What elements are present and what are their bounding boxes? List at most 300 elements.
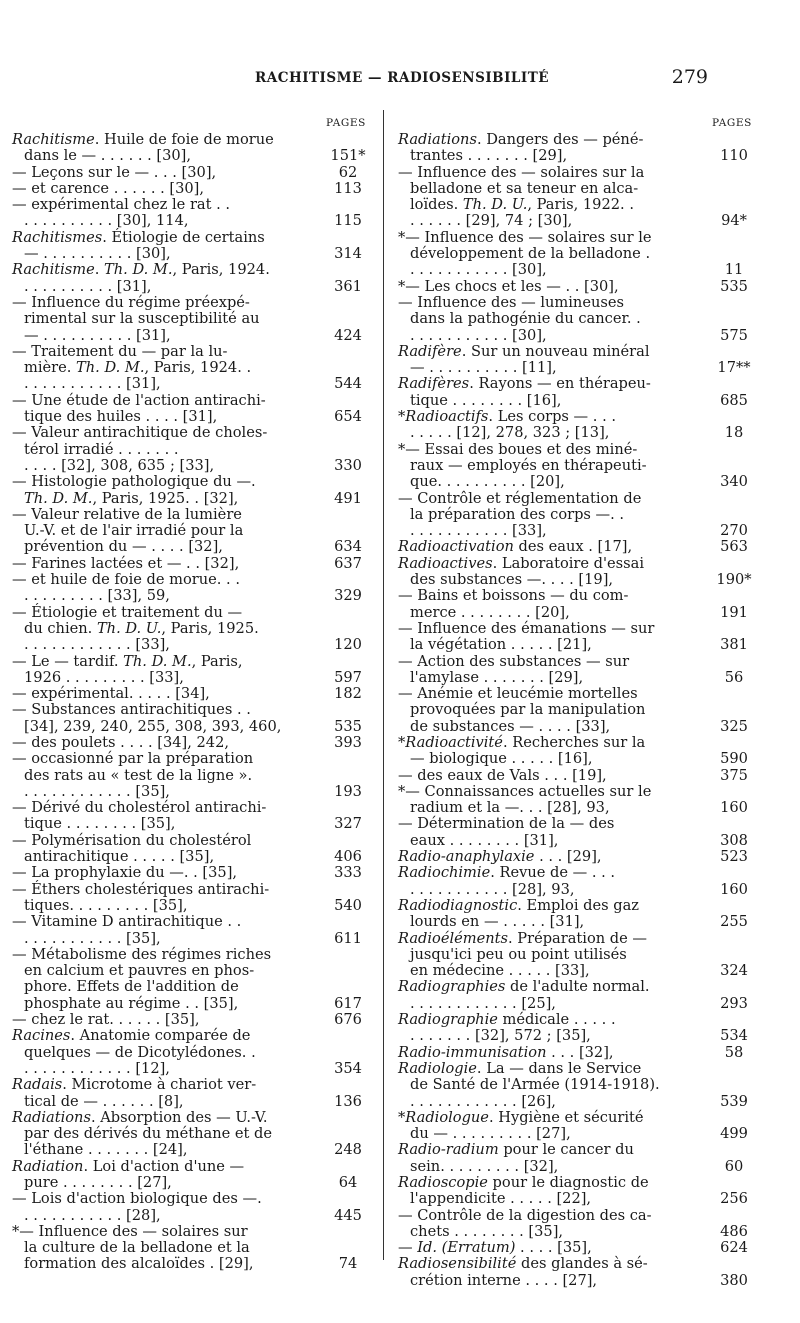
index-entry-line: . . . . . . . . . . . [28], — [24, 1206, 161, 1224]
index-entry — [12, 735, 374, 751]
index-entry — [12, 197, 374, 230]
index-entry — [398, 132, 760, 165]
index-entry-text — [398, 409, 700, 442]
index-entry-line: . . . . . . . . . . . [28], 93, — [410, 880, 575, 898]
index-entry-line: tical de — . . . . . . [8], — [24, 1092, 184, 1110]
index-entry-line: — Étiologie et traitement du — — [12, 603, 243, 621]
index-entry-line: radium et la —. . . [28], 93, — [410, 799, 610, 817]
index-entry-page: 445 — [334, 1206, 362, 1224]
index-entry — [398, 295, 760, 344]
index-entry-line: Rachitismes. Étiologie de certains — [12, 228, 265, 246]
index-entry-text — [398, 768, 700, 784]
index-entry-line: — Contrôle de la digestion des ca- — [398, 1206, 652, 1224]
index-entry — [12, 393, 374, 426]
index-entry-text — [398, 1240, 700, 1256]
index-entry-line: dans la pathogénie du cancer. . — [410, 310, 641, 328]
index-entry-text — [398, 849, 700, 865]
index-entry — [398, 1256, 760, 1289]
index-column-right — [398, 132, 760, 1289]
index-entry-page: 256 — [720, 1190, 748, 1208]
index-entry-line: — Polymérisation du cholestérol — [12, 831, 252, 849]
index-entry-page: 191 — [720, 603, 748, 621]
index-entry — [12, 1224, 374, 1273]
index-entry-line: . . . . [32], 308, 635 ; [33], — [24, 456, 215, 474]
index-entry-text — [12, 1028, 314, 1077]
index-entry-line: Radiochimie. Revue de — . . . — [398, 864, 616, 882]
index-entry-page: 308 — [720, 831, 748, 849]
index-entry — [12, 230, 374, 263]
index-entry-page: 375 — [720, 766, 748, 784]
index-entry-text — [12, 344, 314, 393]
index-entry-page: 534 — [720, 1027, 748, 1045]
index-entry-page: 110 — [720, 147, 748, 165]
index-entry-line: mière. Th. D. M., Paris, 1924. . — [24, 359, 252, 377]
index-entry-text — [398, 1208, 700, 1241]
index-entry-line: de Santé de l'Armée (1914-1918). — [410, 1076, 660, 1094]
index-entry-text — [398, 295, 700, 344]
index-entry-line: Radiodiagnostic. Emploi des gaz — [398, 896, 639, 914]
index-entry-text — [398, 1175, 700, 1208]
index-entry-page: 354 — [334, 1059, 362, 1077]
index-entry-page: 18 — [724, 424, 744, 442]
index-entry-text — [12, 1191, 314, 1224]
index-entry-text — [398, 230, 700, 279]
index-entry-line: du chien. Th. D. U., Paris, 1925. — [24, 619, 259, 637]
index-entry — [398, 931, 760, 980]
index-entry-line: la végétation . . . . . [21], — [410, 636, 592, 654]
index-entry-page: 381 — [720, 636, 748, 654]
index-entry-page: 499 — [720, 1125, 748, 1143]
index-entry — [12, 165, 374, 181]
index-entry-line: — Valeur relative de la lumière — [12, 505, 242, 523]
index-entry-page: 58 — [724, 1043, 744, 1061]
index-entry-line: — Leçons sur le — . . . [30], — [12, 163, 217, 181]
index-entry-line: U.-V. et de l'air irradié pour la — [24, 522, 244, 540]
index-entry-page: 115 — [334, 212, 362, 230]
index-entry-text — [398, 132, 700, 165]
index-entry-line: — biologique . . . . . [16], — [410, 750, 593, 768]
index-entry — [12, 295, 374, 344]
index-entry-page: 535 — [334, 717, 362, 735]
index-entry-line: — Traitement du — par la lu- — [12, 342, 228, 360]
index-entry-page: 193 — [334, 782, 362, 800]
index-entry-page: 563 — [720, 538, 748, 556]
index-entry-line: . . . . . . . . . . . . [25], — [410, 994, 556, 1012]
index-entry — [12, 605, 374, 654]
index-entry — [398, 784, 760, 817]
index-entry-text — [12, 197, 314, 230]
index-entry-page: 56 — [724, 668, 744, 686]
index-entry — [398, 556, 760, 589]
index-entry-line: — Influence des — solaires sur la — [398, 163, 645, 181]
index-entry-page: 540 — [334, 896, 362, 914]
index-entry-line: Radais. Microtome à chariot ver- — [12, 1076, 257, 1094]
index-entry-text — [398, 165, 700, 230]
index-entry-line: prévention du — . . . . [32], — [24, 538, 223, 556]
index-entry — [12, 947, 374, 1012]
index-entry-text — [398, 1110, 700, 1143]
index-entry — [12, 1159, 374, 1192]
index-entry-line: 1926 . . . . . . . . . [33], — [24, 668, 184, 686]
index-entry-line: — Substances antirachitiques . . — [12, 701, 251, 719]
index-entry-text — [398, 816, 700, 849]
index-entry-line: Radioéléments. Préparation de — — [398, 929, 647, 947]
index-entry-line: térol irradié . . . . . . . — [24, 440, 179, 458]
index-entry — [12, 1191, 374, 1224]
index-entry-page: 324 — [720, 962, 748, 980]
index-entry-page: 60 — [724, 1157, 744, 1175]
index-entry-text — [12, 425, 314, 474]
index-entry-line: — des poulets . . . . [34], 242, — [12, 733, 230, 751]
index-entry-page: 330 — [334, 456, 362, 474]
index-entry-page: 535 — [720, 277, 748, 295]
pages-column-head-left: PAGES — [326, 117, 366, 129]
index-entry-line: . . . . . . . . . [33], 59, — [24, 587, 170, 605]
index-entry-text — [12, 605, 314, 654]
index-entry-text — [12, 393, 314, 426]
index-entry-line: — Anémie et leucémie mortelles — [398, 685, 638, 703]
index-entry-line: Rachitisme. Th. D. M., Paris, 1924. — [12, 261, 270, 279]
pages-column-head-right: PAGES — [712, 117, 752, 129]
index-entry — [398, 735, 760, 768]
index-entry-text — [12, 262, 314, 295]
index-entry-page: 637 — [334, 554, 362, 572]
index-entry-text — [12, 686, 314, 702]
index-entry-line: quelques — de Dicotylédones. . — [24, 1043, 256, 1061]
index-entry-line: rimental sur la susceptibilité au — [24, 310, 260, 328]
index-entry-line: — . . . . . . . . . . [30], — [24, 245, 171, 263]
index-entry — [398, 898, 760, 931]
index-entry-text — [12, 947, 314, 1012]
index-entry-line: belladone et sa teneur en alca- — [410, 179, 639, 197]
index-entry-page: 486 — [720, 1222, 748, 1240]
index-entry — [12, 882, 374, 915]
index-entry — [398, 1061, 760, 1110]
index-entry-page: 634 — [334, 538, 362, 556]
index-entry-page: 361 — [334, 277, 362, 295]
index-entry-line: *Radiologue. Hygiène et sécurité — [398, 1108, 644, 1126]
index-entry-text — [398, 654, 700, 687]
index-entry-line: la culture de la belladone et la — [24, 1239, 250, 1257]
index-entry-line: de substances — . . . . [33], — [410, 717, 611, 735]
index-entry-line: — Influence des — lumineuses — [398, 293, 624, 311]
index-entry — [398, 621, 760, 654]
index-entry-text — [398, 1061, 700, 1110]
index-entry-page: 617 — [334, 994, 362, 1012]
index-entry-page: 491 — [334, 489, 362, 507]
index-entry-page: 182 — [334, 685, 362, 703]
index-entry-line: chets . . . . . . . . [35], — [410, 1222, 564, 1240]
index-entry — [398, 442, 760, 491]
index-entry-line: Radiation. Loi d'action d'une — — [12, 1157, 245, 1175]
index-entry-line: Radioactivation des eaux . [17], — [398, 538, 633, 556]
index-entry-text — [398, 1045, 700, 1061]
index-entry-page: 325 — [720, 717, 748, 735]
index-entry — [12, 1028, 374, 1077]
index-entry — [398, 588, 760, 621]
index-column-left — [12, 132, 374, 1273]
index-entry-line: tique . . . . . . . . [16], — [410, 391, 562, 409]
index-entry-line: — Influence des émanations — sur — [398, 619, 655, 637]
index-entry-line: en médecine . . . . . [33], — [410, 962, 590, 980]
index-entry-line: — Valeur antirachitique de choles- — [12, 424, 268, 442]
index-entry-line: — chez le rat. . . . . . [35], — [12, 1011, 200, 1029]
index-entry-line: sein. . . . . . . . . [32], — [410, 1157, 559, 1175]
index-entry — [12, 507, 374, 556]
index-entry-line: crétion interne . . . . [27], — [410, 1271, 598, 1289]
index-entry-line: — Id. (Erratum) . . . . [35], — [398, 1239, 592, 1257]
index-entry-line: — Influence du régime préexpé- — [12, 293, 250, 311]
index-entry-text — [12, 474, 314, 507]
index-entry-line: . . . . . . . . . . . [33], — [410, 522, 547, 540]
index-entry — [398, 409, 760, 442]
index-entry-line: raux — employés en thérapeuti- — [410, 456, 647, 474]
index-entry-line: trantes . . . . . . . [29], — [410, 147, 568, 165]
index-entry-text — [398, 1012, 700, 1045]
index-entry-line: Radio-anaphylaxie . . . [29], — [398, 848, 602, 866]
index-entry-page: 329 — [334, 587, 362, 605]
index-entry-line: — Éthers cholestériques antirachi- — [12, 880, 270, 898]
index-entry — [12, 1012, 374, 1028]
index-entry-line: — expérimental. . . . . [34], — [12, 685, 210, 703]
index-entry — [12, 1077, 374, 1110]
index-entry-page: 544 — [334, 375, 362, 393]
index-entry — [12, 181, 374, 197]
index-entry-line: merce . . . . . . . . [20], — [410, 603, 570, 621]
index-entry-line: *— Les chocs et les — . . [30], — [398, 277, 619, 295]
index-entry-line: — Histologie pathologique du —. — [12, 473, 256, 491]
index-entry-page: 160 — [720, 880, 748, 898]
index-entry-text — [12, 132, 314, 165]
index-entry-page: 160 — [720, 799, 748, 817]
index-entry-line: *— Influence des — solaires sur — [12, 1222, 248, 1240]
index-entry-line: Radiographie médicale . . . . . — [398, 1011, 616, 1029]
index-entry-page: 340 — [720, 473, 748, 491]
index-entry-line: . . . . . . . . . . . . [35], — [24, 782, 170, 800]
index-entry-text — [12, 914, 314, 947]
index-entry-line: — Métabolisme des régimes riches — [12, 945, 272, 963]
index-entry-line: eaux . . . . . . . . [31], — [410, 831, 559, 849]
index-entry-line: . . . . . . . . . . . . [12], — [24, 1059, 170, 1077]
index-entry-text — [398, 784, 700, 817]
index-entry-line: — Détermination de la — des — [398, 815, 615, 833]
index-entry — [398, 1208, 760, 1241]
index-entry-line: Radiologie. La — dans le Service — [398, 1059, 642, 1077]
index-entry — [398, 165, 760, 230]
index-entry-line: des substances —. . . . [19], — [410, 571, 614, 589]
index-entry-line: des rats au « test de la ligne ». — [24, 766, 253, 784]
index-entry-page: 654 — [334, 408, 362, 426]
index-entry-line: Radiations. Absorption des — U.-V. — [12, 1108, 268, 1126]
index-entry-page: 74 — [338, 1255, 358, 1273]
index-entry — [12, 833, 374, 866]
index-entry-line: Radioactives. Laboratoire d'essai — [398, 554, 644, 572]
index-entry-line: . . . . . . . . . . . [31], — [24, 375, 161, 393]
index-entry-line: — des eaux de Vals . . . [19], — [398, 766, 607, 784]
index-entry-page: 270 — [720, 522, 748, 540]
index-entry-page: 327 — [334, 815, 362, 833]
index-entry-line: *— Influence des — solaires sur le — [398, 228, 652, 246]
index-entry-page: 17** — [717, 359, 751, 377]
index-entry-line: phore. Effets de l'addition de — [24, 978, 239, 996]
index-entry-line: *Radioactifs. Les corps — . . . — [398, 408, 616, 426]
index-entry-line: . . . . . . . [32], 572 ; [35], — [410, 1027, 591, 1045]
index-entry — [398, 539, 760, 555]
index-entry-line: — Action des substances — sur — [398, 652, 630, 670]
index-entry-line: *— Essai des boues et des miné- — [398, 440, 638, 458]
index-entry-line: du — . . . . . . . . . [27], — [410, 1125, 571, 1143]
index-entry — [398, 1045, 760, 1061]
index-entry-line: — . . . . . . . . . . [31], — [24, 326, 171, 344]
index-entry-text — [398, 376, 700, 409]
index-entry-text — [12, 735, 314, 751]
index-entry — [398, 344, 760, 377]
index-entry-line: — Vitamine D antirachitique . . — [12, 913, 242, 931]
index-entry-text — [12, 507, 314, 556]
index-entry-text — [398, 621, 700, 654]
index-entry-line: tique des huiles . . . . [31], — [24, 408, 218, 426]
index-entry — [12, 800, 374, 833]
index-entry-page: 314 — [334, 245, 362, 263]
index-entry-text — [12, 230, 314, 263]
index-entry-text — [398, 979, 700, 1012]
index-entry-line: tique . . . . . . . . [35], — [24, 815, 176, 833]
index-entry-line: — Farines lactées et — . . [32], — [12, 554, 240, 572]
index-entry-page: 539 — [720, 1092, 748, 1110]
index-entry-page: 406 — [334, 848, 362, 866]
index-entry — [398, 768, 760, 784]
index-entry-page: 64 — [338, 1174, 358, 1191]
index-entry — [398, 376, 760, 409]
index-entry-line: — Le — tardif. Th. D. M., Paris, — [12, 652, 243, 670]
index-entry-line: *Radioactivité. Recherches sur la — [398, 733, 646, 751]
index-entry-text — [398, 931, 700, 980]
index-entry-line: Radifère. Sur un nouveau minéral — [398, 342, 650, 360]
index-entry-text — [398, 898, 700, 931]
index-entry-page: 624 — [720, 1239, 748, 1257]
index-entry-page: 597 — [334, 668, 362, 686]
index-entry-page: 293 — [720, 994, 748, 1012]
index-entry-page: 94* — [721, 212, 747, 230]
index-entry-text — [12, 1110, 314, 1159]
index-entry-page: 393 — [334, 733, 362, 751]
index-entry-page: 523 — [720, 848, 748, 866]
index-entry-line: lourds en — . . . . . [31], — [410, 913, 585, 931]
index-entry-page: 424 — [334, 326, 362, 344]
index-entry-text — [398, 588, 700, 621]
index-entry-text — [12, 1224, 314, 1273]
index-entry-line: . . . . . . . . . . . [30], — [410, 326, 547, 344]
index-entry-line: Radiosensibilité des glandes à sé- — [398, 1255, 648, 1273]
index-entry — [12, 425, 374, 474]
index-entry — [12, 132, 374, 165]
index-entry-page: 380 — [720, 1271, 748, 1289]
index-entry-text — [398, 491, 700, 540]
index-entry — [398, 865, 760, 898]
index-entry-line: l'amylase . . . . . . . [29], — [410, 668, 584, 686]
index-entry-text — [12, 1012, 314, 1028]
index-entry-line: Rachitisme. Huile de foie de morue — [12, 131, 274, 148]
index-entry-text — [12, 1159, 314, 1192]
index-entry-line: dans le — . . . . . . [30], — [24, 147, 192, 165]
index-entry-line: phosphate au régime . . [35], — [24, 994, 239, 1012]
index-entry-line: l'éthane . . . . . . . [24], — [24, 1141, 188, 1159]
index-entry-line: loïdes. Th. D. U., Paris, 1922. . — [410, 196, 634, 214]
index-entry-text — [12, 751, 314, 800]
index-entry — [398, 686, 760, 735]
index-entry-line: Th. D. M., Paris, 1925. . [32], — [24, 489, 239, 507]
index-entry — [12, 572, 374, 605]
index-entry — [398, 849, 760, 865]
index-entry-text — [12, 165, 314, 181]
index-entry-text — [12, 800, 314, 833]
index-entry-line: Radioscopie pour le diagnostic de — [398, 1174, 649, 1191]
index-entry-page: 611 — [334, 929, 362, 947]
index-entry — [12, 344, 374, 393]
index-entry-text — [398, 686, 700, 735]
index-entry-line: jusqu'ici peu ou point utilisés — [410, 945, 627, 963]
page-header — [0, 66, 800, 96]
index-entry-line: en calcium et pauvres en phos- — [24, 962, 255, 980]
index-entry-line: . . . . . . . . . . [31], — [24, 277, 152, 295]
index-entry — [12, 702, 374, 735]
index-entry — [12, 262, 374, 295]
index-entry-line: Radifères. Rayons — en thérapeu- — [398, 375, 651, 393]
index-entry — [398, 654, 760, 687]
index-entry-text — [12, 556, 314, 572]
index-entry-line: — Lois d'action biologique des —. — [12, 1190, 262, 1208]
index-entry-page: 120 — [334, 636, 362, 654]
index-entry-page: 676 — [334, 1011, 362, 1029]
index-entry — [12, 914, 374, 947]
index-entry — [398, 230, 760, 279]
index-entry — [398, 979, 760, 1012]
index-entry-line: — Bains et boissons — du com- — [398, 587, 629, 605]
index-entry-text — [398, 442, 700, 491]
index-entry-page: 136 — [334, 1092, 362, 1110]
index-entry-line: l'appendicite . . . . . [22], — [410, 1190, 592, 1208]
index-entry-line: . . . . . . . . . . . [35], — [24, 929, 161, 947]
index-entry — [398, 1012, 760, 1045]
index-entry-line: Radio-radium pour le cancer du — [398, 1141, 634, 1159]
index-entry-page: 685 — [720, 391, 748, 409]
column-divider — [383, 110, 384, 1260]
index-entry — [398, 816, 760, 849]
running-title: RACHITISME — RADIOSENSIBILITÉ — [255, 70, 550, 86]
index-entry-text — [12, 181, 314, 197]
index-entry-text — [398, 735, 700, 768]
index-entry — [12, 654, 374, 687]
index-entry-line: Racines. Anatomie comparée de — [12, 1027, 251, 1045]
index-entry — [398, 1175, 760, 1208]
index-entry-line: . . . . . . . . . . . . [33], — [24, 636, 170, 654]
index-entry-text — [398, 556, 700, 589]
index-entry-text — [12, 882, 314, 915]
index-entry — [12, 751, 374, 800]
index-entry-text — [12, 1077, 314, 1110]
index-entry-page: 190* — [716, 571, 752, 589]
index-entry-page: 248 — [334, 1141, 362, 1159]
index-entry-line: Radio-immunisation . . . [32], — [398, 1043, 614, 1061]
index-entry-text — [398, 865, 700, 898]
index-entry — [12, 474, 374, 507]
index-entry-line: antirachitique . . . . . [35], — [24, 848, 215, 866]
index-entry — [398, 491, 760, 540]
index-entry — [12, 686, 374, 702]
index-entry — [398, 1240, 760, 1256]
index-entry-line: — et huile de foie de morue. . . — [12, 571, 240, 589]
index-entry-page: 590 — [720, 750, 748, 768]
